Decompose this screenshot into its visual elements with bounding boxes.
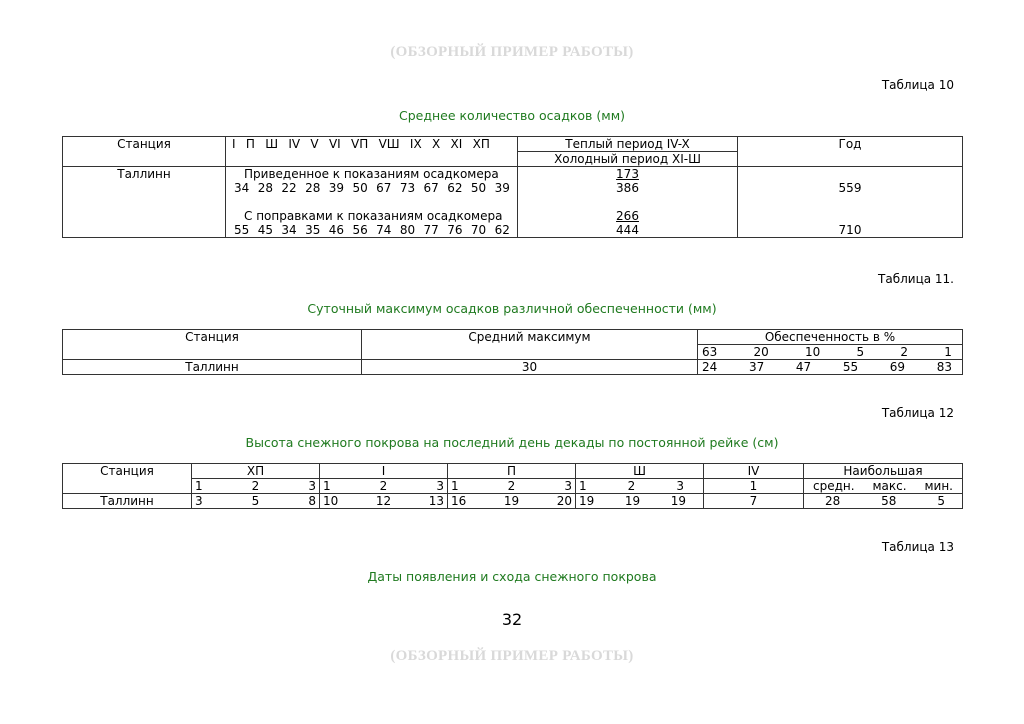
t10-value-corrected: 55 (234, 223, 250, 237)
t11-value: 24 (702, 360, 718, 374)
t12-header-g3: Ш (576, 464, 704, 479)
t12-value: 16 (451, 494, 467, 508)
t12-val-g2 (448, 494, 576, 509)
t12-decade-header: 3 (564, 479, 572, 493)
t12-dec-g3 (576, 479, 704, 494)
t12-value: 3 (195, 494, 203, 508)
t12-value: 19 (503, 494, 520, 508)
t10-sub1: Приведенное к показаниям осадкомера (244, 167, 499, 181)
t12-value: 5 (251, 494, 260, 508)
table-10 (62, 136, 963, 238)
t10-month-header: XП (472, 137, 490, 151)
t10-value-corrected: 70 (470, 223, 487, 237)
t10-value-corrected: 80 (399, 223, 416, 237)
t10-value-corrected: 62 (494, 223, 510, 237)
t10-header-months (226, 137, 518, 167)
t12-value: 19 (624, 494, 641, 508)
t12-value: 19 (670, 494, 686, 508)
t10-header-station: Станция (63, 137, 226, 167)
table-12-title: Высота снежного покрова на последний день декады по постоянной рейке (см) (245, 435, 779, 450)
t12-val-g0 (192, 494, 320, 509)
t11-value: 37 (748, 360, 765, 374)
t10-header-warm: Теплый период IV-X (518, 137, 738, 152)
t10-month-header: VП (351, 137, 369, 151)
t10-warm-cold (518, 167, 738, 238)
table-11 (62, 329, 963, 375)
table-10-label: Таблица 10 (881, 78, 954, 92)
t10-value-corrected: 56 (352, 223, 368, 237)
t10-value-adjusted: 50 (352, 181, 368, 195)
table-11-title: Суточный максимум осадков различной обеспеченности (мм) (307, 301, 717, 316)
t12-decade-header: 2 (507, 479, 516, 493)
t11-prob-header: 5 (856, 345, 865, 359)
t12-decade-header: 2 (627, 479, 636, 493)
table-10-title: Среднее количество осадков (мм) (398, 108, 626, 123)
t10-value-adjusted: 22 (281, 181, 297, 195)
t10-month-header: X (432, 137, 441, 151)
t12-val-iv: 7 (704, 494, 804, 509)
t12-max-value: 28 (825, 494, 841, 508)
t12-value: 12 (375, 494, 392, 508)
t10-value-corrected: 35 (305, 223, 321, 237)
t10-value-adjusted: 28 (257, 181, 273, 195)
t10-sub2: С поправками к показаниям осадкомера (244, 209, 503, 223)
t12-dec-g1 (320, 479, 448, 494)
t10-value-adjusted: 67 (376, 181, 392, 195)
t12-header-g0: XП (192, 464, 320, 479)
t12-decade-header: 2 (379, 479, 388, 493)
t10-year1: 559 (838, 181, 862, 195)
t10-value-adjusted: 39 (494, 181, 510, 195)
t10-value-adjusted: 39 (328, 181, 345, 195)
page-number: 32 (501, 610, 523, 629)
t10-values (226, 167, 518, 238)
t12-dec-g2 (448, 479, 576, 494)
t11-header-avg: Средний максимум (362, 330, 698, 360)
t11-station: Таллинн (63, 360, 362, 375)
t10-warm2: 266 (616, 209, 639, 223)
t10-value-adjusted: 28 (305, 181, 321, 195)
t11-prob-header: 2 (900, 345, 909, 359)
t12-header-iv: IV (704, 464, 804, 479)
t12-max-value: 5 (937, 494, 945, 508)
t12-value: 19 (579, 494, 595, 508)
t11-prob-header: 10 (805, 345, 821, 359)
t10-value-corrected: 46 (328, 223, 345, 237)
t12-decade-header: 1 (195, 479, 203, 493)
watermark-top: (ОБЗОРНЫЙ ПРИМЕР РАБОТЫ) (390, 44, 634, 60)
t12-value: 20 (556, 494, 572, 508)
table-12-label: Таблица 12 (881, 406, 954, 420)
t11-prob-header: 1 (944, 345, 952, 359)
t10-value-corrected: 76 (447, 223, 463, 237)
t10-cold2: 444 (616, 223, 639, 237)
t10-year2: 710 (838, 223, 862, 237)
t10-warm1: 173 (616, 167, 639, 181)
t11-header-station: Станция (63, 330, 362, 360)
t10-value-adjusted: 50 (470, 181, 487, 195)
t10-month-header: I (232, 137, 236, 151)
t10-cold1: 386 (616, 181, 639, 195)
t11-prob-header: 63 (702, 345, 718, 359)
table-13-label: Таблица 13 (881, 540, 954, 554)
t12-val-g1 (320, 494, 448, 509)
t12-station: Таллинн (63, 494, 192, 509)
t10-value-corrected: 45 (257, 223, 273, 237)
t12-decade-header: 3 (436, 479, 444, 493)
t10-month-header: VI (328, 137, 341, 151)
t12-decade-header: 1 (451, 479, 459, 493)
t10-year (738, 167, 963, 238)
t12-value: 10 (323, 494, 339, 508)
t10-month-header: VШ (378, 137, 400, 151)
t12-decade-header: 1 (579, 479, 587, 493)
t10-value-corrected: 77 (423, 223, 439, 237)
t10-month-header: V (310, 137, 319, 151)
t11-value: 83 (936, 360, 952, 374)
t10-value-adjusted: 73 (399, 181, 416, 195)
t10-value-corrected: 74 (376, 223, 392, 237)
t11-value: 55 (842, 360, 859, 374)
t12-header-station: Станция (63, 464, 192, 494)
t12-val-g3 (576, 494, 704, 509)
t12-dec-iv: 1 (704, 479, 804, 494)
t12-max-value: 58 (881, 494, 897, 508)
t12-max-col-header: макс. (872, 479, 907, 493)
t12-decade-header: 2 (251, 479, 260, 493)
t12-max-col-header: средн. (813, 479, 855, 493)
t11-header-prob: Обеспеченность в % (698, 330, 963, 345)
t11-avg: 30 (362, 360, 698, 375)
t10-station: Таллинн (63, 167, 226, 238)
t11-prob-header: 20 (753, 345, 769, 359)
t10-value-adjusted: 34 (234, 181, 250, 195)
t11-value: 69 (889, 360, 906, 374)
t10-month-header: IX (409, 137, 422, 151)
t12-value: 13 (428, 494, 444, 508)
t12-dec-g0 (192, 479, 320, 494)
t10-header-cold: Холодный период XI-Ш (518, 152, 738, 167)
t12-max-cols (804, 479, 963, 494)
t10-value-adjusted: 67 (423, 181, 439, 195)
t10-header-year: Год (738, 137, 963, 167)
t10-value-adjusted: 62 (447, 181, 463, 195)
t12-decade-header: 3 (676, 479, 684, 493)
t10-value-corrected: 34 (281, 223, 297, 237)
t12-max-vals (804, 494, 963, 509)
t12-header-g1: I (320, 464, 448, 479)
t11-value: 47 (795, 360, 812, 374)
table-11-label: Таблица 11. (878, 272, 954, 286)
t12-max-col-header: мин. (924, 479, 953, 493)
watermark-bottom: (ОБЗОРНЫЙ ПРИМЕР РАБОТЫ) (390, 648, 634, 664)
t11-probs (698, 345, 963, 360)
t10-month-header: XI (450, 137, 463, 151)
t10-month-header: П (245, 137, 255, 151)
t10-month-header: Ш (265, 137, 279, 151)
t12-decade-header: 3 (308, 479, 316, 493)
t12-header-max: Наибольшая (804, 464, 963, 479)
table-12 (62, 463, 963, 509)
t12-value: 8 (308, 494, 316, 508)
t10-month-header: IV (288, 137, 301, 151)
t11-vals (698, 360, 963, 375)
t12-header-g2: П (448, 464, 576, 479)
t12-decade-header: 1 (323, 479, 331, 493)
table-13-title: Даты появления и схода снежного покрова (367, 569, 657, 584)
